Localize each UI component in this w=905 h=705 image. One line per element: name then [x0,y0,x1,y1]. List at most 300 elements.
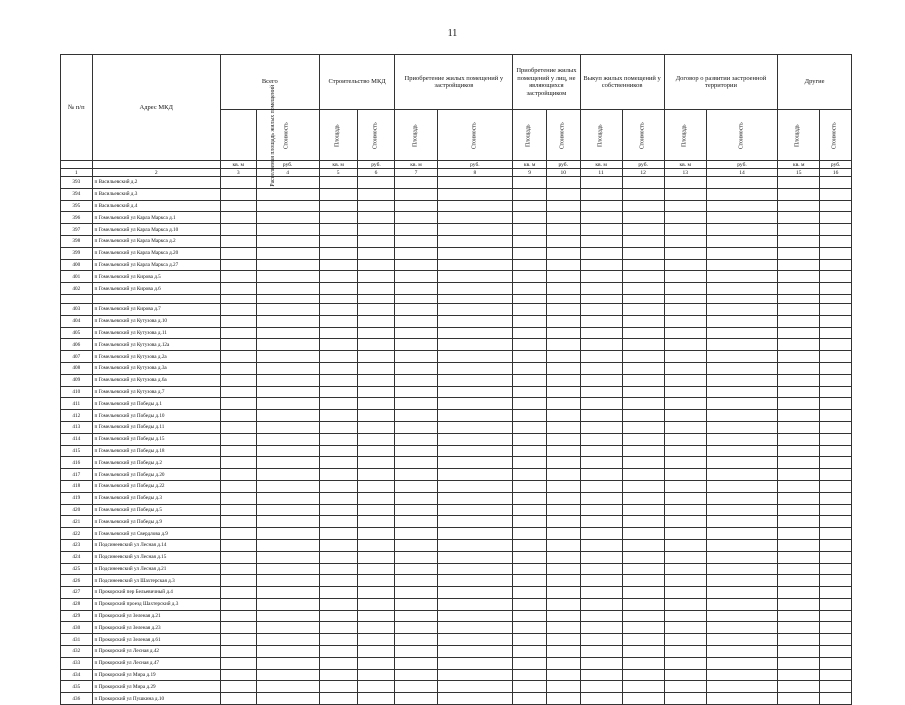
area-cell [580,528,622,540]
area-cell [580,587,622,599]
column-number: 8 [437,169,513,177]
row-number: 412 [61,410,93,422]
cost-cell [820,622,852,634]
area-cell [220,339,256,351]
area-cell [778,504,820,516]
row-number: 410 [61,386,93,398]
header-cost [706,110,778,161]
area-cell [513,669,547,681]
cost-cell [622,410,664,422]
area-cell [220,200,256,212]
cost-cell [706,575,778,587]
table-row [61,259,852,271]
cost-cell [256,681,319,693]
row-number: 397 [61,224,93,236]
area-cell [664,177,706,189]
cost-cell [622,681,664,693]
area-cell [395,445,437,457]
cost-cell [706,212,778,224]
area-cell [513,224,547,236]
cost-cell [820,504,852,516]
cost-cell [546,177,580,189]
area-cell [513,587,547,599]
row-address: п Гомельевский ул Кутузова д.12а [92,339,220,351]
cost-cell [820,177,852,189]
row-number: 426 [61,575,93,587]
row-address: п Прокорский проезд Шахтерский д.3 [92,598,220,610]
area-cell [580,200,622,212]
cost-cell [622,551,664,563]
cost-cell [357,224,395,236]
area-cell [220,469,256,481]
cost-cell [256,188,319,200]
cost-cell [357,492,395,504]
header-area-label: Площадь [795,124,802,147]
cost-cell [256,224,319,236]
cost-cell [546,457,580,469]
row-address: п Гомельевский ул Победы д.11 [92,421,220,433]
spacer-cell [706,294,778,303]
column-number: 12 [622,169,664,177]
cost-cell [357,398,395,410]
area-cell [778,421,820,433]
table-row [61,445,852,457]
cost-cell [706,681,778,693]
column-numbers-row [61,169,852,177]
cost-cell [256,634,319,646]
column-number: 16 [820,169,852,177]
cost-cell [357,551,395,563]
area-cell [319,327,357,339]
area-cell [220,315,256,327]
area-cell [220,188,256,200]
area-cell [513,200,547,212]
area-cell [778,224,820,236]
area-cell [319,398,357,410]
cost-cell [256,410,319,422]
area-cell [220,657,256,669]
area-cell [778,469,820,481]
area-cell [513,480,547,492]
cost-cell [706,235,778,247]
area-cell [220,551,256,563]
unit-cell: кв. м [395,161,437,169]
cost-cell [437,315,513,327]
cost-cell [546,283,580,295]
row-number: 406 [61,339,93,351]
cost-cell [546,188,580,200]
area-cell [395,551,437,563]
area-cell [513,421,547,433]
row-number: 402 [61,283,93,295]
units-row [61,161,852,169]
row-number: 429 [61,610,93,622]
row-address: п Гомельевский ул Победы д.2 [92,457,220,469]
cost-cell [820,374,852,386]
cost-cell [437,669,513,681]
column-number: 7 [395,169,437,177]
area-cell [778,271,820,283]
area-cell [220,177,256,189]
cost-cell [622,433,664,445]
cost-cell [546,551,580,563]
area-cell [220,587,256,599]
cost-cell [820,200,852,212]
row-address: п Прокорский ул Мира д.29 [92,681,220,693]
area-cell [513,303,547,315]
area-cell [319,469,357,481]
area-cell [319,516,357,528]
cost-cell [256,669,319,681]
area-cell [778,386,820,398]
cost-cell [357,188,395,200]
header-area [778,110,820,161]
area-cell [220,327,256,339]
area-cell [513,271,547,283]
area-cell [395,575,437,587]
table-row [61,327,852,339]
cost-cell [546,362,580,374]
unit-cell: кв. м [664,161,706,169]
header-cost-label: Стоимость [831,122,838,149]
table-row [61,398,852,410]
row-address: п Гомельевский ул Победы д.15 [92,433,220,445]
cost-cell [256,327,319,339]
area-cell [220,610,256,622]
row-address: п Гомельевский ул Свердлова д.9 [92,528,220,540]
cost-cell [622,634,664,646]
cost-cell [357,646,395,658]
cost-cell [256,575,319,587]
cost-cell [622,247,664,259]
cost-cell [546,445,580,457]
area-cell [395,386,437,398]
cost-cell [256,259,319,271]
cost-cell [820,188,852,200]
cost-cell [437,433,513,445]
cost-cell [357,327,395,339]
cost-cell [706,457,778,469]
unit-cell: руб. [437,161,513,169]
area-cell [319,528,357,540]
area-cell [395,693,437,705]
area-cell [513,386,547,398]
area-cell [580,259,622,271]
area-cell [220,528,256,540]
cost-cell [256,433,319,445]
cost-cell [706,551,778,563]
table-row [61,669,852,681]
cost-cell [820,587,852,599]
cost-cell [622,469,664,481]
area-cell [778,492,820,504]
cost-cell [256,200,319,212]
area-cell [395,247,437,259]
area-cell [580,398,622,410]
cost-cell [256,551,319,563]
row-number: 428 [61,598,93,610]
cost-cell [820,235,852,247]
resettlement-table [60,54,852,705]
area-cell [580,351,622,363]
cost-cell [706,504,778,516]
header-index: № п/п [61,55,93,161]
cost-cell [546,669,580,681]
cost-cell [546,247,580,259]
cost-cell [357,374,395,386]
cost-cell [357,235,395,247]
area-cell [513,351,547,363]
row-number: 422 [61,528,93,540]
row-number: 436 [61,693,93,705]
area-cell [395,283,437,295]
area-cell [513,634,547,646]
cost-cell [706,634,778,646]
area-cell [778,575,820,587]
area-cell [319,374,357,386]
cost-cell [820,247,852,259]
cost-cell [256,303,319,315]
cost-cell [437,259,513,271]
cost-cell [622,657,664,669]
cost-cell [820,598,852,610]
area-cell [220,421,256,433]
area-cell [580,445,622,457]
area-cell [664,504,706,516]
header-cost [256,110,319,161]
area-cell [580,610,622,622]
cost-cell [437,235,513,247]
row-address: п Гомельевский ул Карла Маркса д.2 [92,235,220,247]
row-address: п Гомельевский ул Победы д.5 [92,504,220,516]
area-cell [513,469,547,481]
table-row [61,563,852,575]
area-cell [220,539,256,551]
area-cell [395,351,437,363]
cost-cell [706,610,778,622]
cost-cell [437,362,513,374]
area-cell [319,610,357,622]
header-group-construction: Строительство МКД [319,55,395,110]
area-cell [513,259,547,271]
area-cell [319,492,357,504]
cost-cell [706,587,778,599]
cost-cell [546,504,580,516]
cost-cell [437,224,513,236]
row-number: 395 [61,200,93,212]
area-cell [513,551,547,563]
cost-cell [256,247,319,259]
area-cell [395,374,437,386]
spacer-cell [395,294,437,303]
cost-cell [546,646,580,658]
area-cell [220,480,256,492]
cost-cell [820,551,852,563]
table-row [61,622,852,634]
cost-cell [357,610,395,622]
row-address: п Гомельевский ул Победы д.18 [92,445,220,457]
cost-cell [256,657,319,669]
row-number: 409 [61,374,93,386]
area-cell [580,410,622,422]
area-cell [395,504,437,516]
cost-cell [706,421,778,433]
cost-cell [546,374,580,386]
area-cell [395,362,437,374]
cost-cell [437,622,513,634]
cost-cell [820,259,852,271]
area-cell [395,563,437,575]
area-cell [513,622,547,634]
area-cell [220,693,256,705]
cost-cell [357,177,395,189]
area-cell [778,188,820,200]
area-cell [395,410,437,422]
cost-cell [256,469,319,481]
area-cell [513,457,547,469]
spacer-cell [622,294,664,303]
area-cell [319,315,357,327]
row-number: 393 [61,177,93,189]
area-cell [778,563,820,575]
row-number: 423 [61,539,93,551]
table-row [61,646,852,658]
cost-cell [820,681,852,693]
area-cell [220,622,256,634]
area-cell [395,235,437,247]
area-cell [778,528,820,540]
table-row [61,610,852,622]
cost-cell [820,351,852,363]
area-cell [395,528,437,540]
cost-cell [820,303,852,315]
column-number: 6 [357,169,395,177]
table-row [61,235,852,247]
cost-cell [546,516,580,528]
cost-cell [706,657,778,669]
cost-cell [820,224,852,236]
cost-cell [357,528,395,540]
area-cell [319,303,357,315]
row-address: п Прокорский ул Мира д.19 [92,669,220,681]
cost-cell [437,398,513,410]
cost-cell [622,188,664,200]
cost-cell [357,410,395,422]
area-cell [580,177,622,189]
cost-cell [357,386,395,398]
row-number: 431 [61,634,93,646]
cost-cell [706,374,778,386]
cost-cell [622,504,664,516]
cost-cell [357,587,395,599]
row-number: 435 [61,681,93,693]
area-cell [319,200,357,212]
cost-cell [820,212,852,224]
area-cell [220,575,256,587]
cost-cell [437,303,513,315]
cost-cell [546,610,580,622]
cost-cell [256,271,319,283]
cost-cell [622,386,664,398]
area-cell [513,362,547,374]
cost-cell [622,598,664,610]
cost-cell [546,271,580,283]
cost-cell [437,188,513,200]
row-number: 407 [61,351,93,363]
header-address: Адрес МКД [92,55,220,161]
area-cell [580,657,622,669]
area-cell [319,634,357,646]
area-cell [513,247,547,259]
area-cell [664,634,706,646]
cost-cell [706,339,778,351]
area-cell [220,433,256,445]
area-cell [778,259,820,271]
row-number: 427 [61,587,93,599]
row-address: п Подсинеевский ул Шахтерская д.3 [92,575,220,587]
cost-cell [622,539,664,551]
cost-cell [546,259,580,271]
area-cell [319,212,357,224]
row-address: п Гомельевский ул Карла Маркса д.1 [92,212,220,224]
cost-cell [357,563,395,575]
header-group-other: Другие [778,55,852,110]
area-cell [513,693,547,705]
cost-cell [256,587,319,599]
cost-cell [437,539,513,551]
area-cell [778,610,820,622]
area-cell [664,539,706,551]
unit-cell: кв. м [220,161,256,169]
cost-cell [622,587,664,599]
table-row [61,598,852,610]
cost-cell [706,271,778,283]
cost-cell [357,212,395,224]
header-cost-label: Стоимость [559,122,566,149]
cost-cell [437,610,513,622]
cost-cell [357,303,395,315]
area-cell [513,504,547,516]
area-cell [220,457,256,469]
area-cell [220,374,256,386]
cost-cell [622,374,664,386]
area-cell [580,469,622,481]
area-cell [664,551,706,563]
cost-cell [546,351,580,363]
header-area-label: Площадь [681,124,688,147]
row-address: п Гомельевский ул Карла Маркса д.27 [92,259,220,271]
column-number: 14 [706,169,778,177]
area-cell [220,445,256,457]
area-cell [778,598,820,610]
row-address: п Гомельевский ул Карла Маркса д.20 [92,247,220,259]
area-cell [513,235,547,247]
cost-cell [622,457,664,469]
cost-cell [622,528,664,540]
row-number: 419 [61,492,93,504]
cost-cell [437,351,513,363]
cost-cell [820,693,852,705]
area-cell [220,212,256,224]
area-cell [513,188,547,200]
area-cell [513,575,547,587]
area-cell [664,247,706,259]
area-cell [395,303,437,315]
row-number: 424 [61,551,93,563]
area-cell [513,516,547,528]
area-cell [220,563,256,575]
area-cell [319,539,357,551]
